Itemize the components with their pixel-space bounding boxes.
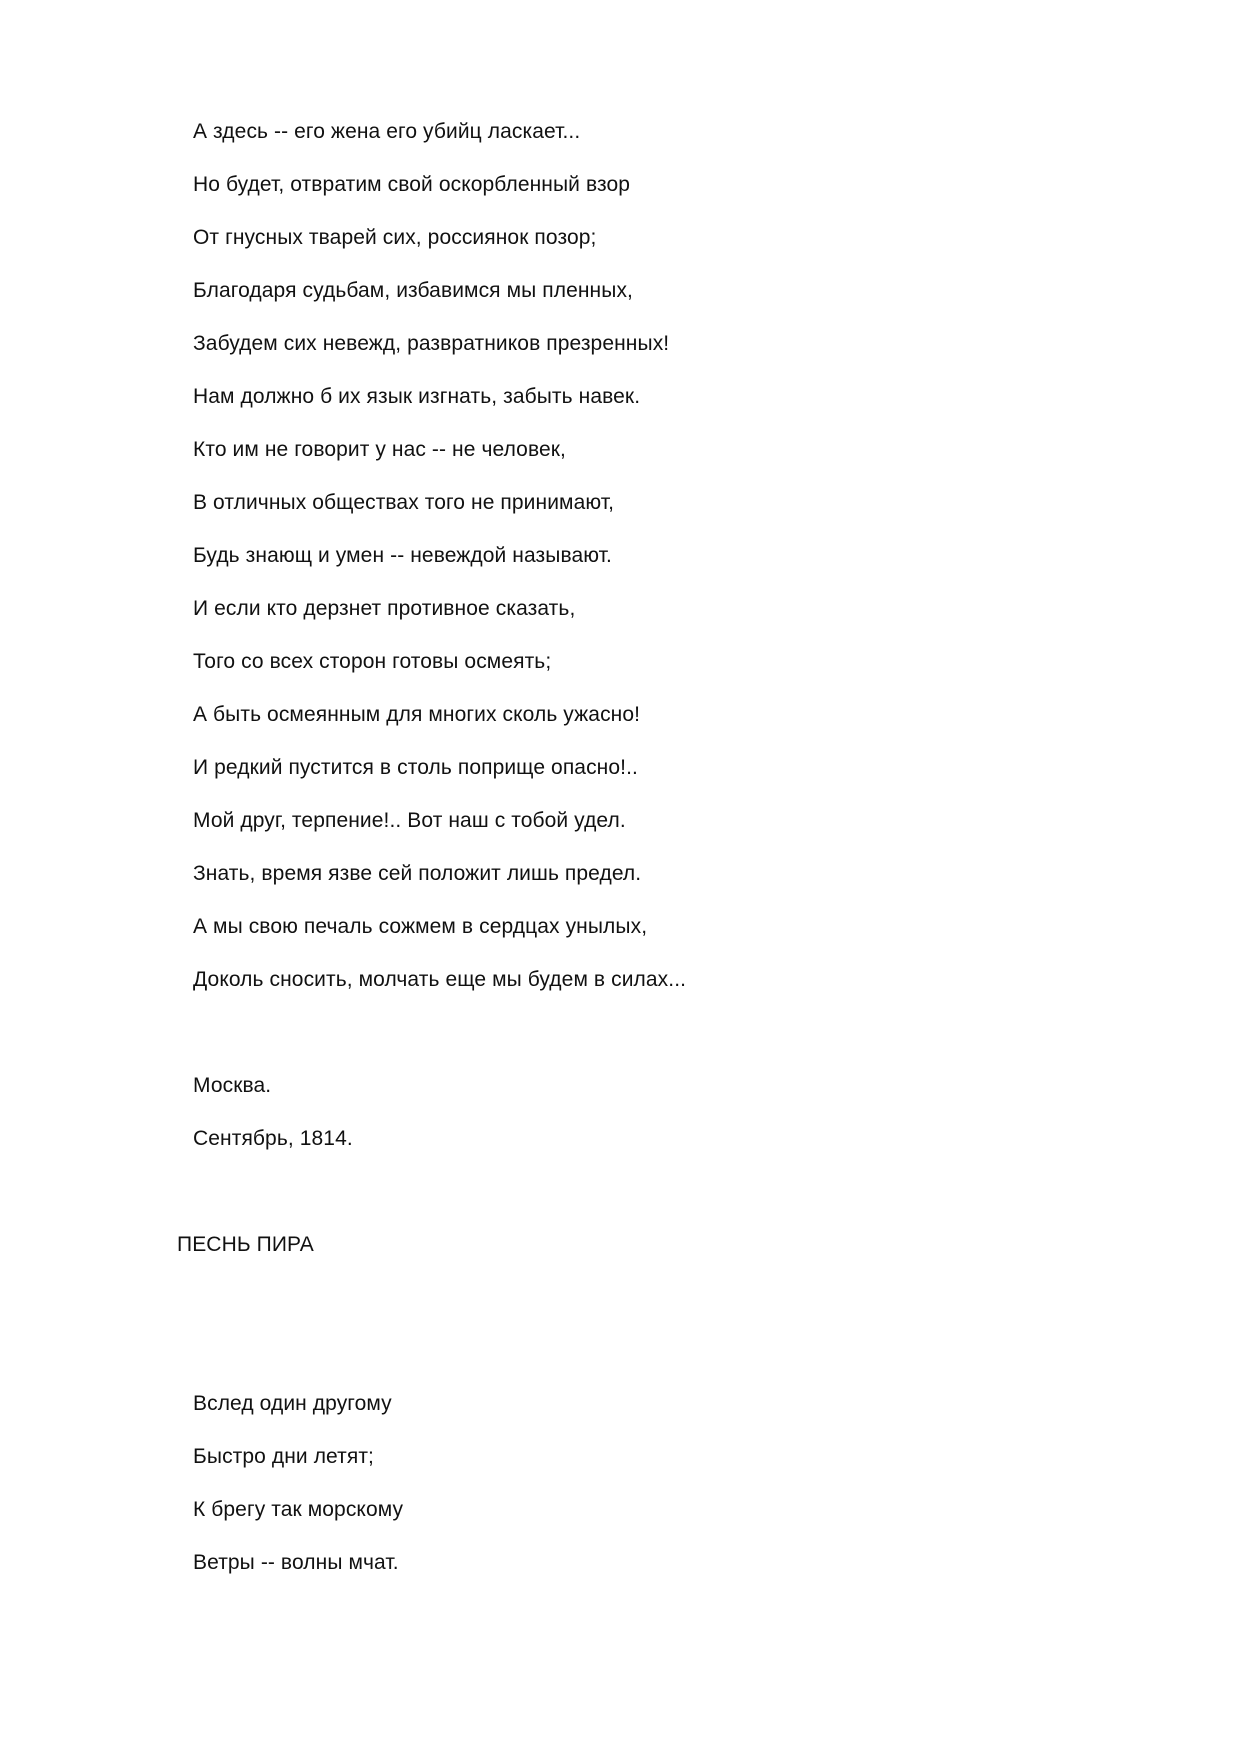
poem-line: Мой друг, терпение!.. Вот наш с тобой удел.: [193, 809, 626, 832]
poem-line: Благодаря судьбам, избавимся мы пленных,: [193, 279, 633, 302]
poem-line: В отличных обществах того не принимают,: [193, 491, 615, 514]
poem-line: Знать, время язве сей положит лишь предел.: [193, 862, 642, 885]
poem-line: Доколь сносить, молчать еще мы будем в силах...: [193, 968, 687, 991]
poem-line: Будь знающ и умен -- невеждой называют.: [193, 544, 612, 567]
poem-line: А мы свою печаль сожмем в сердцах унылых,: [193, 915, 648, 938]
poem-line: Нам должно б их язык изгнать, забыть навек.: [193, 385, 641, 408]
signature-place: Москва.: [193, 1074, 272, 1097]
poem-line: Ветры -- волны мчат.: [193, 1551, 399, 1574]
poem-line: Кто им не говорит у нас -- не человек,: [193, 438, 566, 461]
poem-line: Забудем сих невежд, развратников презренных!: [193, 332, 670, 355]
poem-line: А здесь -- его жена его убийц ласкает...: [193, 120, 581, 143]
signature-date: Сентябрь, 1814.: [193, 1127, 353, 1150]
poem-line: Вслед один другому: [193, 1392, 392, 1415]
poem-line: И если кто дерзнет противное сказать,: [193, 597, 576, 620]
poem-line: Того со всех сторон готовы осмеять;: [193, 650, 552, 673]
poem-line: И редкий пустится в столь поприще опасно!..: [193, 756, 638, 779]
poem-line: Быстро дни летят;: [193, 1445, 374, 1468]
poem-title: ПЕСНЬ ПИРА: [177, 1233, 314, 1256]
poem-line: К брегу так морскому: [193, 1498, 404, 1521]
poem-line: А быть осмеянным для многих сколь ужасно!: [193, 703, 641, 726]
poem-line: Но будет, отвратим свой оскорбленный взор: [193, 173, 631, 196]
poem-line: От гнусных тварей сих, россиянок позор;: [193, 226, 597, 249]
